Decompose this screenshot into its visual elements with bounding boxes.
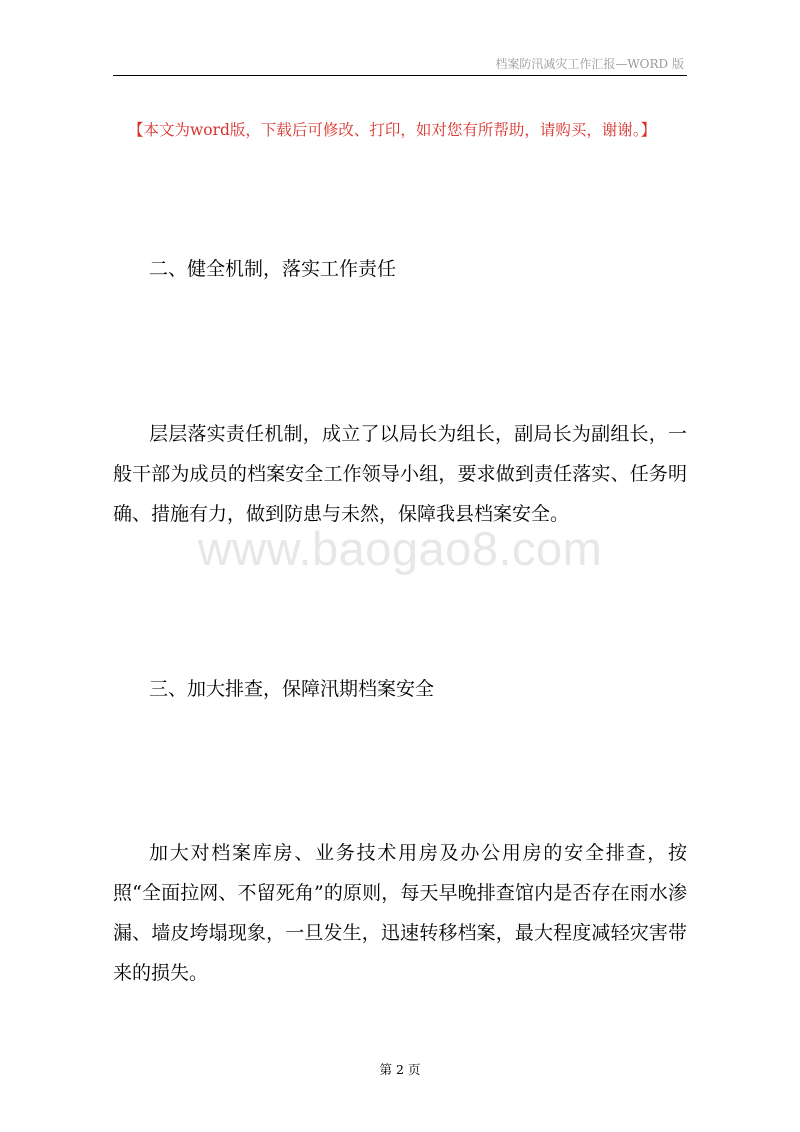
- running-header: 档案防汛减灾工作汇报—WORD 版: [495, 57, 684, 71]
- section-paragraph-2: 层层落实责任机制，成立了以局长为组长，副局长为副组长，一般干部为成员的档案安全工作领导小组，要求做到责任落实、任务明确、措施有力，做到防患与未然，保障我县档案安全。: [113, 423, 687, 525]
- page-number: 第 2 页: [379, 1062, 421, 1077]
- section-heading-3: 三、加大排查，保障汛期档案安全: [149, 678, 435, 700]
- watermark: www.baogao8.com: [197, 522, 603, 575]
- section-paragraph-3: 加大对档案库房、业务技术用房及办公用房的安全排查，按照“全面拉网、不留死角”的原则，每天早晚排查馆内是否存在雨水渗漏、墙皮垮塌现象，一旦发生，迅速转移档案，最大程度减轻灾害带来的损失。: [113, 842, 687, 984]
- section-heading-2: 二、健全机制，落实工作责任: [149, 258, 397, 280]
- purchase-notice: 【本文为word版，下载后可修改、打印，如对您有所帮助，请购买，谢谢。】: [128, 121, 657, 139]
- header-rule: [113, 75, 687, 76]
